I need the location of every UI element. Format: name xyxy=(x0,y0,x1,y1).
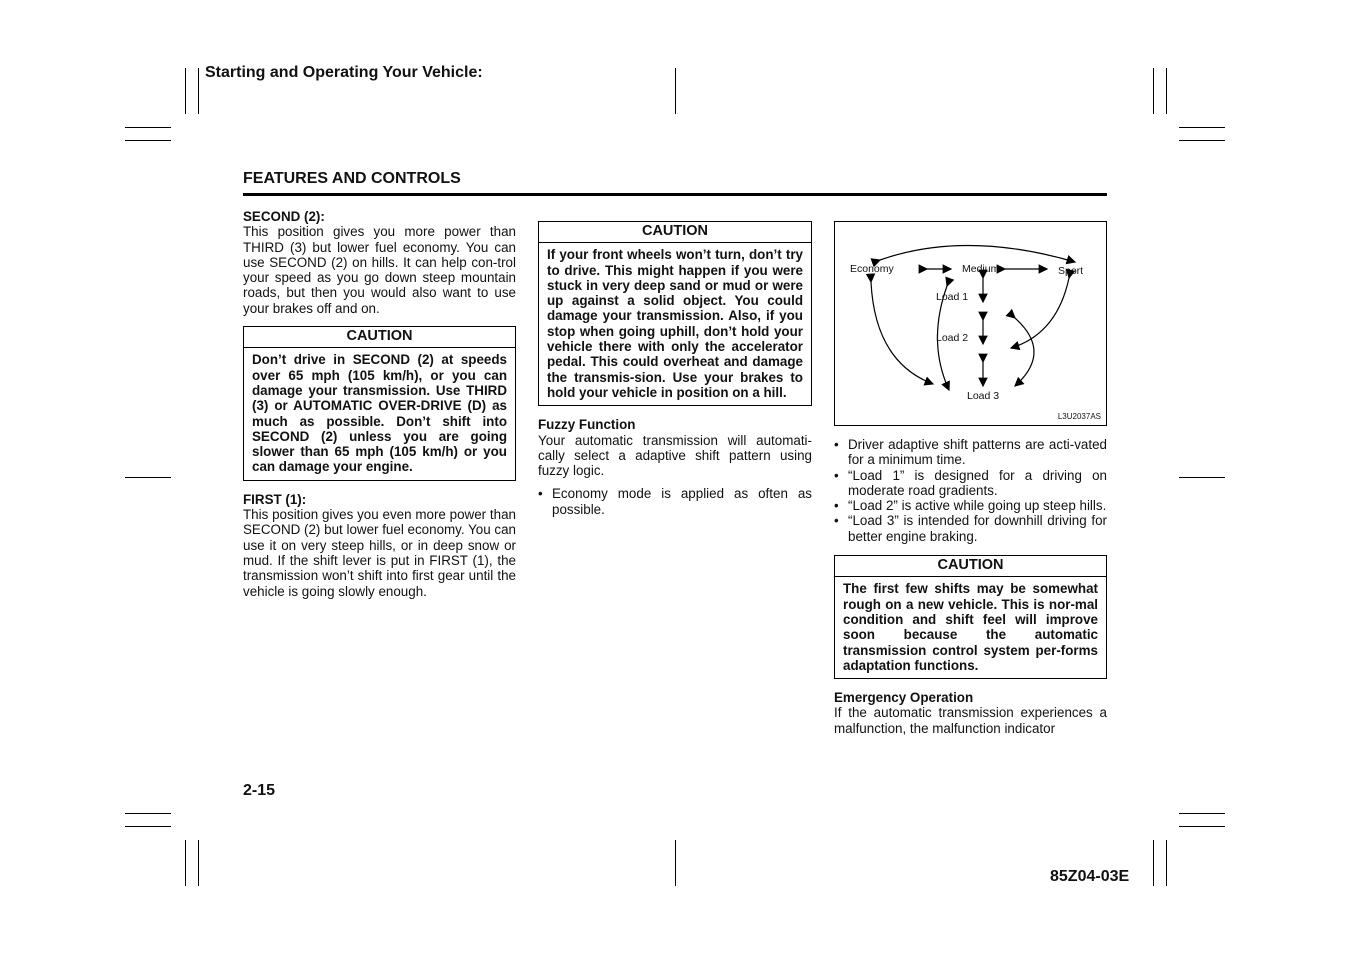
caution-box xyxy=(834,555,1107,679)
medium-label: Medium xyxy=(962,263,1000,275)
crop-mark xyxy=(1179,140,1225,141)
second-heading: SECOND (2): xyxy=(243,209,325,224)
crop-mark xyxy=(198,840,199,886)
crop-mark xyxy=(125,813,171,814)
chapter-title: Starting and Operating Your Vehicle: xyxy=(205,64,483,81)
crop-mark xyxy=(1179,826,1225,827)
document-code: 85Z04-03E xyxy=(1050,868,1130,885)
crop-mark xyxy=(1166,68,1167,114)
caution-text: If your front wheels won’t turn, don’t try to drive. This might happen if you were stuck in very deep sand or mud or were up against a solid object. You could damage your transmission. Also, if you stop when going uphill, don’t hold your vehicle there with only the accelerator pedal. This could overheat and damage the transmis-sion. Use your brakes to hold your vehicle in position on a hill. xyxy=(547,247,803,400)
column-3 xyxy=(834,437,1107,736)
crop-mark xyxy=(1179,477,1225,478)
crop-mark xyxy=(1153,68,1154,114)
section-title: FEATURES AND CONTROLS xyxy=(243,170,461,187)
load-3-label: Load 3 xyxy=(967,390,1000,402)
crop-mark xyxy=(675,840,676,886)
list-item: • “Load 3” is intended for downhill driving for better engine braking. xyxy=(834,513,1107,544)
caution-title: CAUTION xyxy=(244,327,515,348)
caution-text: The first few shifts may be somewhat rough on a new vehicle. This is nor-mal condition and shift feel will improve soon because the automatic transmission control system per-forms adaptation functions. xyxy=(843,581,1098,673)
caution-title: CAUTION xyxy=(835,556,1106,577)
crop-mark xyxy=(125,140,171,141)
crop-mark xyxy=(675,68,676,114)
crop-mark xyxy=(185,840,186,886)
crop-mark xyxy=(125,477,171,478)
first-paragraph: This position gives you even more power than SECOND (2) but lower fuel economy. You can use it on very steep hills, or in deep snow or mud. If the shift lever is put in FIRST (1), the transmission won’t shift into first gear until the vehicle is going slowly enough. xyxy=(243,507,516,599)
caution-text: Don’t drive in SECOND (2) at speeds over 65 mph (105 km/h), or you can damage your transmission. Use THIRD (3) or AUTOMATIC OVER-DRIVE (D) as much as possible. Don’t shift into SECOND (2) unless you are going slower than 65 mph (105 km/h) or you can damage your engine. xyxy=(252,352,507,475)
caution-title: CAUTION xyxy=(539,222,811,243)
second-paragraph: This position gives you more power than THIRD (3) but lower fuel economy. You can use SECOND (2) on hills. It can help con-trol your speed as you go down steep mountain roads, but then you would also want to use your brakes off and on. xyxy=(243,224,516,316)
crop-mark xyxy=(1179,127,1225,128)
crop-mark xyxy=(1179,813,1225,814)
shift-pattern-diagram xyxy=(834,221,1107,426)
crop-mark xyxy=(185,68,186,114)
fuzzy-bullet-list xyxy=(538,486,812,517)
crop-mark xyxy=(1166,840,1167,886)
emergency-heading: Emergency Operation xyxy=(834,690,974,706)
caution-box xyxy=(243,326,516,481)
crop-mark xyxy=(125,127,171,128)
crop-mark xyxy=(198,68,199,114)
fuzzy-heading: Fuzzy Function xyxy=(538,417,636,433)
list-item: • Economy mode is applied as often as possible. xyxy=(538,486,812,517)
first-heading: FIRST (1): xyxy=(243,491,307,507)
economy-label: Economy xyxy=(850,263,894,275)
column-2 xyxy=(538,221,812,517)
load-1-label: Load 1 xyxy=(936,291,969,303)
load-bullet-list xyxy=(834,437,1107,544)
list-item: • Driver adaptive shift patterns are acti-vated for a minimum time. xyxy=(834,437,1107,468)
page-number: 2-15 xyxy=(243,782,276,799)
figure-code: L3U2037AS xyxy=(1057,412,1101,421)
caution-box xyxy=(538,221,812,406)
sport-label: Sport xyxy=(1058,265,1084,277)
column-1 xyxy=(243,209,516,599)
crop-mark xyxy=(1153,840,1154,886)
crop-mark xyxy=(125,826,171,827)
list-item: • “Load 1” is designed for a driving on moderate road gradients. xyxy=(834,468,1107,499)
fuzzy-paragraph: Your automatic transmission will automati-cally select a adaptive shift pattern using fuzzy logic. xyxy=(538,432,812,479)
list-item: • “Load 2” is active while going up steep hills. xyxy=(834,498,1107,513)
section-rule xyxy=(243,193,1107,196)
load-2-label: Load 2 xyxy=(936,332,969,344)
emergency-paragraph: If the automatic transmission experiences a malfunction, the malfunction indicator xyxy=(834,705,1107,736)
